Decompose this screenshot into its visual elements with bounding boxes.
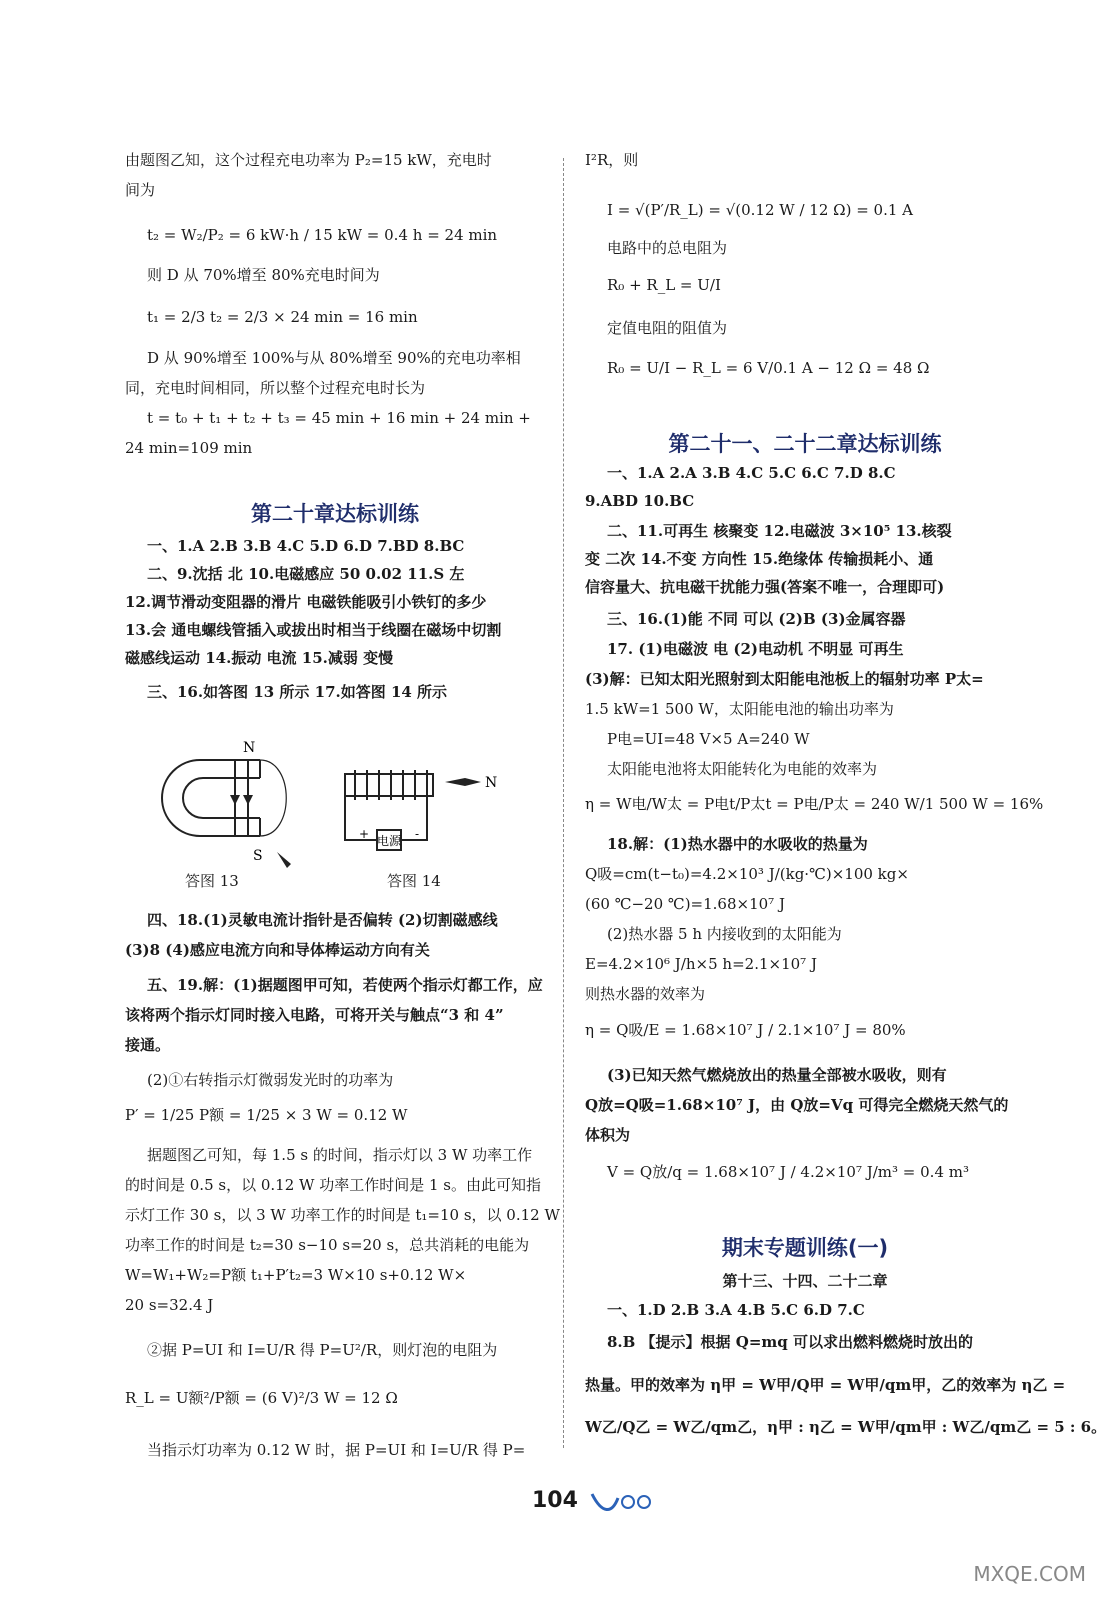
text-line: 电路中的总电阻为 xyxy=(607,239,728,257)
answer-line: (3)解：已知太阳光照射到太阳能电池板上的辐射功率 P太= xyxy=(585,670,984,688)
answer-line: 二、11.可再生 核聚变 12.电磁波 3×10⁵ 13.核裂 xyxy=(607,522,952,540)
formula-line: R₀ + R_L = U/I xyxy=(607,276,721,294)
answer-line: 一、1.A 2.A 3.B 4.C 5.C 6.C 7.D 8.C xyxy=(607,464,896,482)
answer-line: 信容量大、抗电磁干扰能力强(答案不唯一，合理即可) xyxy=(585,578,945,596)
text-line: 定值电阻的阻值为 xyxy=(607,319,728,337)
plus-label: + xyxy=(359,827,370,841)
compass-needle-icon xyxy=(277,852,291,868)
answer-line: 二、9.沈括 北 10.电磁感应 50 0.02 11.S 左 xyxy=(147,565,465,583)
section-subtitle: 第十三、十四、二十二章 xyxy=(722,1272,888,1290)
formula-line: 20 s=32.4 J xyxy=(125,1296,214,1314)
text-line: I²R，则 xyxy=(585,151,639,169)
formula-line: η = W电/W太 = P电t/P太t = P电/P太 = 240 W/1 500 W = 16% xyxy=(585,795,1044,813)
watermark-text: MXQE.COM xyxy=(973,1562,1086,1586)
answer-line: 12.调节滑动变阻器的滑片 电磁铁能吸引小铁钉的多少 xyxy=(125,593,487,611)
compass-arrow-icon xyxy=(445,778,481,786)
column-divider xyxy=(563,158,564,1448)
formula-line: t₁ = 2/3 t₂ = 2/3 × 24 min = 16 min xyxy=(147,308,418,326)
answer-line: (3)8 (4)感应电流方向和导体棒运动方向有关 xyxy=(125,941,430,959)
answer-line: 变 二次 14.不变 方向性 15.绝缘体 传输损耗小、通 xyxy=(585,550,934,568)
text-line: (2)①右转指示灯微弱发光时的功率为 xyxy=(147,1071,394,1089)
formula-line: t = t₀ + t₁ + t₂ + t₃ = 45 min + 16 min + 24 min + xyxy=(147,409,531,427)
answer-figures xyxy=(145,740,505,920)
answer-line: 一、1.A 2.B 3.B 4.C 5.D 6.D 7.BD 8.BC xyxy=(147,537,465,555)
section-title: 第二十一、二十二章达标训练 xyxy=(668,432,942,456)
figure-caption: 答图 13 xyxy=(185,872,239,890)
formula-line: Q吸=cm(t−t₀)=4.2×10³ J/(kg·℃)×100 kg× xyxy=(585,865,909,883)
figure-caption: 答图 14 xyxy=(387,872,441,890)
formula-line: W=W₁+W₂=P额 t₁+P′t₂=3 W×10 s+0.12 W× xyxy=(125,1266,467,1284)
answer-line: 17. (1)电磁波 电 (2)电动机 不明显 可再生 xyxy=(607,640,904,658)
answer-line: 9.ABD 10.BC xyxy=(585,492,695,510)
answer-line: 热量。甲的效率为 η甲 = W甲/Q甲 = W甲/qm甲，乙的效率为 η乙 = xyxy=(585,1376,1066,1394)
text-line: 则 D 从 70%增至 80%充电时间为 xyxy=(147,266,380,284)
answer-line: 体积为 xyxy=(585,1126,631,1144)
text-line: 由题图乙知，这个过程充电功率为 P₂=15 kW，充电时 xyxy=(125,151,492,169)
text-line: D 从 90%增至 100%与从 80%增至 90%的充电功率相 xyxy=(147,349,521,367)
page-number: 104 xyxy=(532,1488,578,1513)
text-line: 同，充电时间相同，所以整个过程充电时长为 xyxy=(125,379,426,397)
answer-line: 四、18.(1)灵敏电流计指针是否偏转 (2)切割磁感线 xyxy=(147,911,498,929)
power-source-label: 电源 xyxy=(377,834,402,848)
answer-line: 13.会 通电螺线管插入或拔出时相当于线圈在磁场中切割 xyxy=(125,621,502,639)
formula-line: R_L = U额²/P额 = (6 V)²/3 W = 12 Ω xyxy=(125,1389,398,1407)
text-line: 功率工作的时间是 t₂=30 s−10 s=20 s，总共消耗的电能为 xyxy=(125,1236,530,1254)
answer-line: 五、19.解：(1)据题图甲可知，若使两个指示灯都工作，应 xyxy=(147,976,543,994)
ornament-icon xyxy=(584,1484,664,1516)
formula-line: I = √(P′/R_L) = √(0.12 W / 12 Ω) = 0.1 A xyxy=(607,201,913,219)
south-label: S xyxy=(253,848,263,864)
answer-line: 一、1.D 2.B 3.A 4.B 5.C 6.D 7.C xyxy=(607,1301,865,1319)
formula-line: t₂ = W₂/P₂ = 6 kW·h / 15 kW = 0.4 h = 24 min xyxy=(147,226,498,244)
text-line: 当指示灯功率为 0.12 W 时，据 P=UI 和 I=U/R 得 P= xyxy=(147,1441,526,1459)
north-label-right: N xyxy=(485,775,498,791)
text-line: 24 min=109 min xyxy=(125,439,253,457)
formula-line: V = Q放/q = 1.68×10⁷ J / 4.2×10⁷ J/m³ = 0.4 m³ xyxy=(607,1163,969,1181)
formula-line: R₀ = U/I − R_L = 6 V/0.1 A − 12 Ω = 48 Ω xyxy=(607,359,930,377)
formula-line: P′ = 1/25 P额 = 1/25 × 3 W = 0.12 W xyxy=(125,1106,408,1124)
text-line: (2)热水器 5 h 内接收到的太阳能为 xyxy=(607,925,842,943)
formula-line: (60 ℃−20 ℃)=1.68×10⁷ J xyxy=(585,895,785,913)
horseshoe-magnet xyxy=(162,760,286,836)
minus-label: - xyxy=(415,827,420,841)
section-title: 第二十章达标训练 xyxy=(251,502,419,526)
formula-line: η = Q吸/E = 1.68×10⁷ J / 2.1×10⁷ J = 80% xyxy=(585,1021,906,1039)
answer-line: 磁感线运动 14.振动 电流 15.减弱 变慢 xyxy=(125,649,394,667)
text-line: 间为 xyxy=(125,181,156,199)
formula-line: E=4.2×10⁶ J/h×5 h=2.1×10⁷ J xyxy=(585,955,817,973)
answer-line: Q放=Q吸=1.68×10⁷ J，由 Q放=Vq 可得完全燃烧天然气的 xyxy=(585,1096,1009,1114)
answer-line: 18.解：(1)热水器中的水吸收的热量为 xyxy=(607,835,868,853)
north-label: N xyxy=(243,740,256,756)
text-line: 的时间是 0.5 s，以 0.12 W 功率工作时间是 1 s。由此可知指 xyxy=(125,1176,541,1194)
answer-line: W乙/Q乙 = W乙/qm乙，η甲 : η乙 = W甲/qm甲 : W乙/qm乙 = 5 : 6。 xyxy=(585,1418,1107,1436)
answer-line: 该将两个指示灯同时接入电路，可将开关与触点“3 和 4” xyxy=(125,1006,504,1024)
answer-line: 接通。 xyxy=(125,1036,171,1054)
answer-line: 三、16.如答图 13 所示 17.如答图 14 所示 xyxy=(147,683,448,701)
answer-line: (3)已知天然气燃烧放出的热量全部被水吸收，则有 xyxy=(607,1066,947,1084)
text-line: 据题图乙可知，每 1.5 s 的时间，指示灯以 3 W 功率工作 xyxy=(147,1146,533,1164)
text-line: 示灯工作 30 s，以 3 W 功率工作的时间是 t₁=10 s，以 0.12 W xyxy=(125,1206,560,1224)
text-line: 则热水器的效率为 xyxy=(585,985,706,1003)
text-line: 太阳能电池将太阳能转化为电能的效率为 xyxy=(607,760,878,778)
answer-line: 8.B 【提示】根据 Q=mq 可以求出燃料燃烧时放出的 xyxy=(607,1333,974,1351)
section-title: 期末专题训练(一) xyxy=(721,1236,889,1260)
text-line: 1.5 kW=1 500 W，太阳能电池的输出功率为 xyxy=(585,700,894,718)
text-line: ②据 P=UI 和 I=U/R 得 P=U²/R，则灯泡的电阻为 xyxy=(147,1341,498,1359)
answer-line: 三、16.(1)能 不同 可以 (2)B (3)金属容器 xyxy=(607,610,906,628)
formula-line: P电=UI=48 V×5 A=240 W xyxy=(607,730,810,748)
